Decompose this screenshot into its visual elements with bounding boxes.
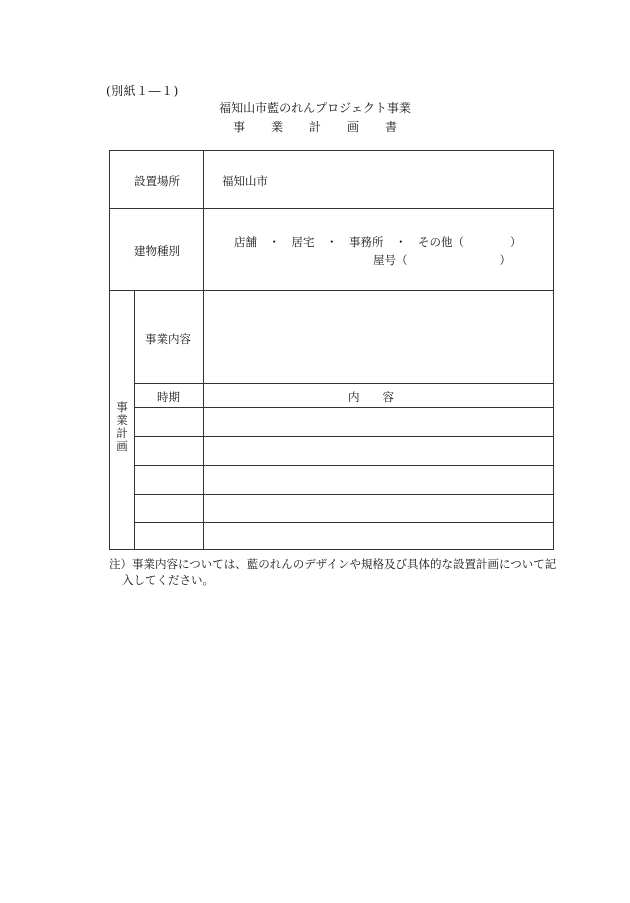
row-divider xyxy=(134,465,553,466)
row-divider xyxy=(110,290,553,291)
row-divider xyxy=(134,436,553,437)
row-divider xyxy=(134,407,553,408)
building-type-options: 店舗 ・ 居宅 ・ 事務所 ・ その他（ ） xyxy=(234,235,522,249)
note-line: 入してください。 xyxy=(122,573,214,587)
column-divider xyxy=(203,151,204,290)
row-divider xyxy=(134,494,553,495)
location-value: 福知山市 xyxy=(222,174,268,188)
column-divider xyxy=(134,290,135,549)
building-type-label: 建物種別 xyxy=(134,244,180,258)
business-plan-section-label: 事 業 計 画 xyxy=(116,400,128,453)
business-content-label: 事業内容 xyxy=(145,332,191,346)
business-plan-form xyxy=(109,150,554,550)
shop-name-field: 屋号（ ） xyxy=(373,253,511,267)
period-header: 時期 xyxy=(157,390,180,404)
detail-header: 内 容 xyxy=(348,390,394,404)
location-label: 設置場所 xyxy=(134,174,180,188)
document-title: 福知山市藍のれんプロジェクト事業 xyxy=(219,101,411,115)
note-line: 注）事業内容については、藍のれんのデザインや規格及び具体的な設置計画について記 xyxy=(109,557,557,571)
column-divider xyxy=(203,290,204,549)
row-divider xyxy=(134,522,553,523)
row-divider xyxy=(134,383,553,384)
annex-label: (別紙１―１) xyxy=(106,84,179,98)
row-divider xyxy=(110,208,553,209)
instruction-note xyxy=(109,556,569,588)
document-subtitle: 事業計画書 xyxy=(232,120,423,134)
